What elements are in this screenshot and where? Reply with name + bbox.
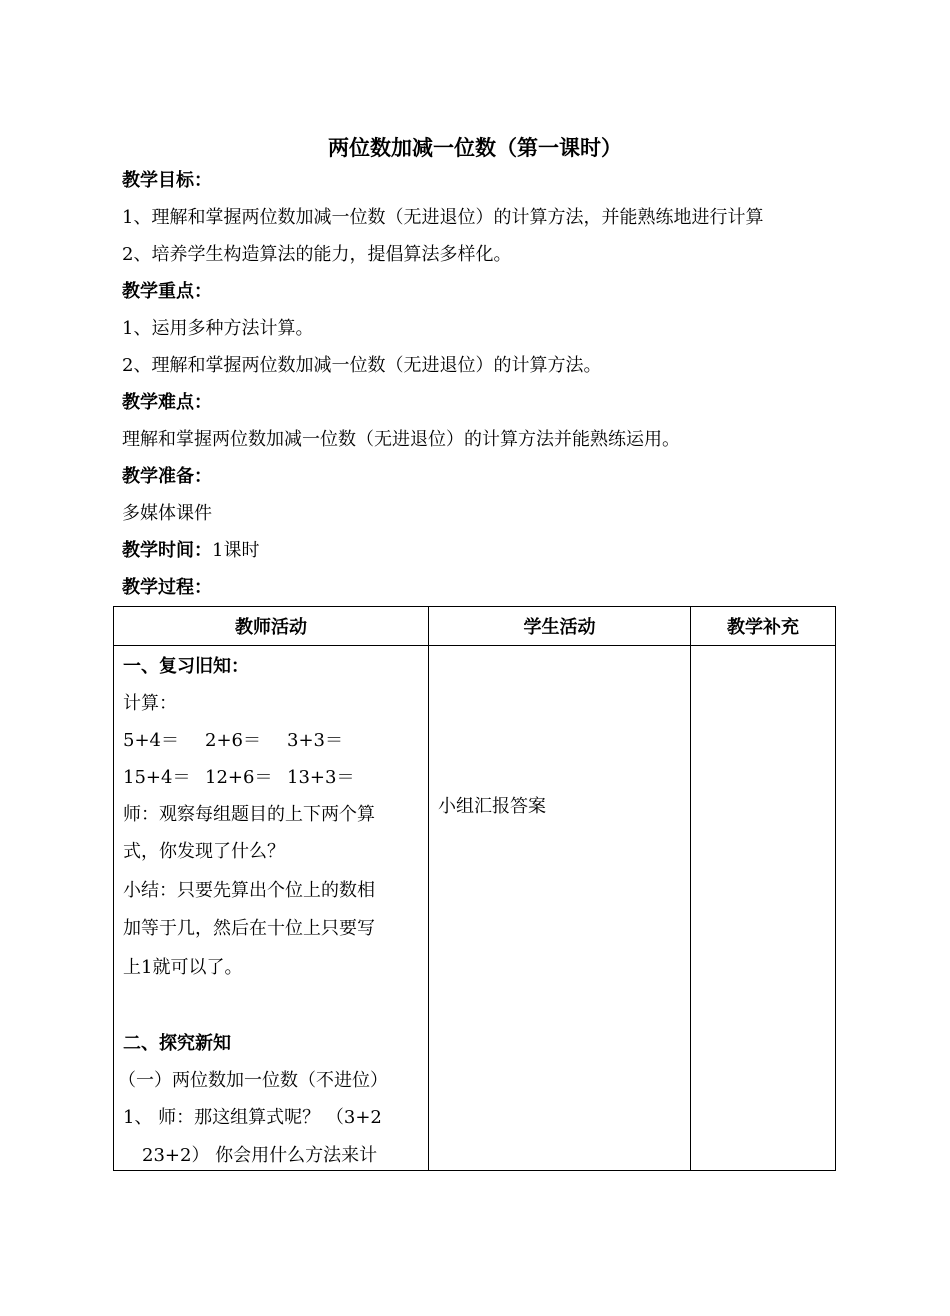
question-line-2: 式，你发现了什么？ (123, 841, 285, 862)
summary-line-2: 加等于几，然后在十位上只要写 (123, 918, 375, 939)
calc-row-1 (123, 726, 343, 752)
explore-heading: 二、探究新知 (123, 1033, 231, 1054)
process-table (113, 606, 836, 1171)
difficulties-heading: 教学难点： (122, 392, 212, 413)
student-activity-text: 小组汇报答案 (438, 796, 546, 817)
time-value: 1课时 (212, 540, 260, 561)
calc-row-2 (123, 763, 354, 789)
summary-line-1: 小结：只要先算出个位上的数相 (123, 880, 375, 901)
goal-item-1: 1、理解和掌握两位数加减一位数（无进退位）的计算方法，并能熟练地进行计算 (122, 207, 764, 228)
calc-item: 13+3＝ (287, 767, 355, 788)
summary-line-3: 上1就可以了。 (123, 957, 243, 978)
calc-item: 2+6＝ (205, 730, 261, 751)
calc-label: 计算： (123, 693, 177, 714)
table-row (114, 646, 836, 1171)
time-line (122, 536, 259, 562)
calc-item: 5+4＝ (123, 730, 179, 751)
page-title: 两位数加减一位数（第一课时） (328, 136, 622, 160)
key-point-item-1: 1、运用多种方法计算。 (122, 318, 314, 339)
process-heading: 教学过程： (122, 577, 212, 598)
calc-item: 12+6＝ (205, 767, 273, 788)
preparation-text: 多媒体课件 (122, 503, 212, 524)
goal-item-2: 2、培养学生构造算法的能力，提倡算法多样化。 (122, 244, 512, 265)
column-header-student: 学生活动 (429, 607, 691, 646)
calc-item: 3+3＝ (287, 730, 343, 751)
teacher-activity-cell (114, 646, 429, 1171)
supplement-cell (691, 646, 836, 1171)
step-line-1: 1、 师：那这组算式呢？ （3+2 (123, 1107, 382, 1128)
column-header-teacher: 教师活动 (114, 607, 429, 646)
key-point-item-2: 2、理解和掌握两位数加减一位数（无进退位）的计算方法。 (122, 355, 602, 376)
goals-heading: 教学目标： (122, 170, 212, 191)
question-line-1: 师：观察每组题目的上下两个算 (123, 804, 375, 825)
student-activity-cell (429, 646, 691, 1171)
calc-item: 15+4＝ (123, 767, 191, 788)
key-points-heading: 教学重点： (122, 281, 212, 302)
step-line-2: 23+2） 你会用什么方法来计 (142, 1145, 378, 1166)
difficulties-text: 理解和掌握两位数加减一位数（无进退位）的计算方法并能熟练运用。 (122, 429, 680, 450)
time-heading: 教学时间： (122, 540, 212, 561)
review-heading: 一、复习旧知： (123, 656, 249, 677)
column-header-supplement: 教学补充 (691, 607, 836, 646)
table-header-row (114, 607, 836, 646)
subsection-heading: （一）两位数加一位数（不进位） (118, 1070, 388, 1091)
preparation-heading: 教学准备： (122, 466, 212, 487)
